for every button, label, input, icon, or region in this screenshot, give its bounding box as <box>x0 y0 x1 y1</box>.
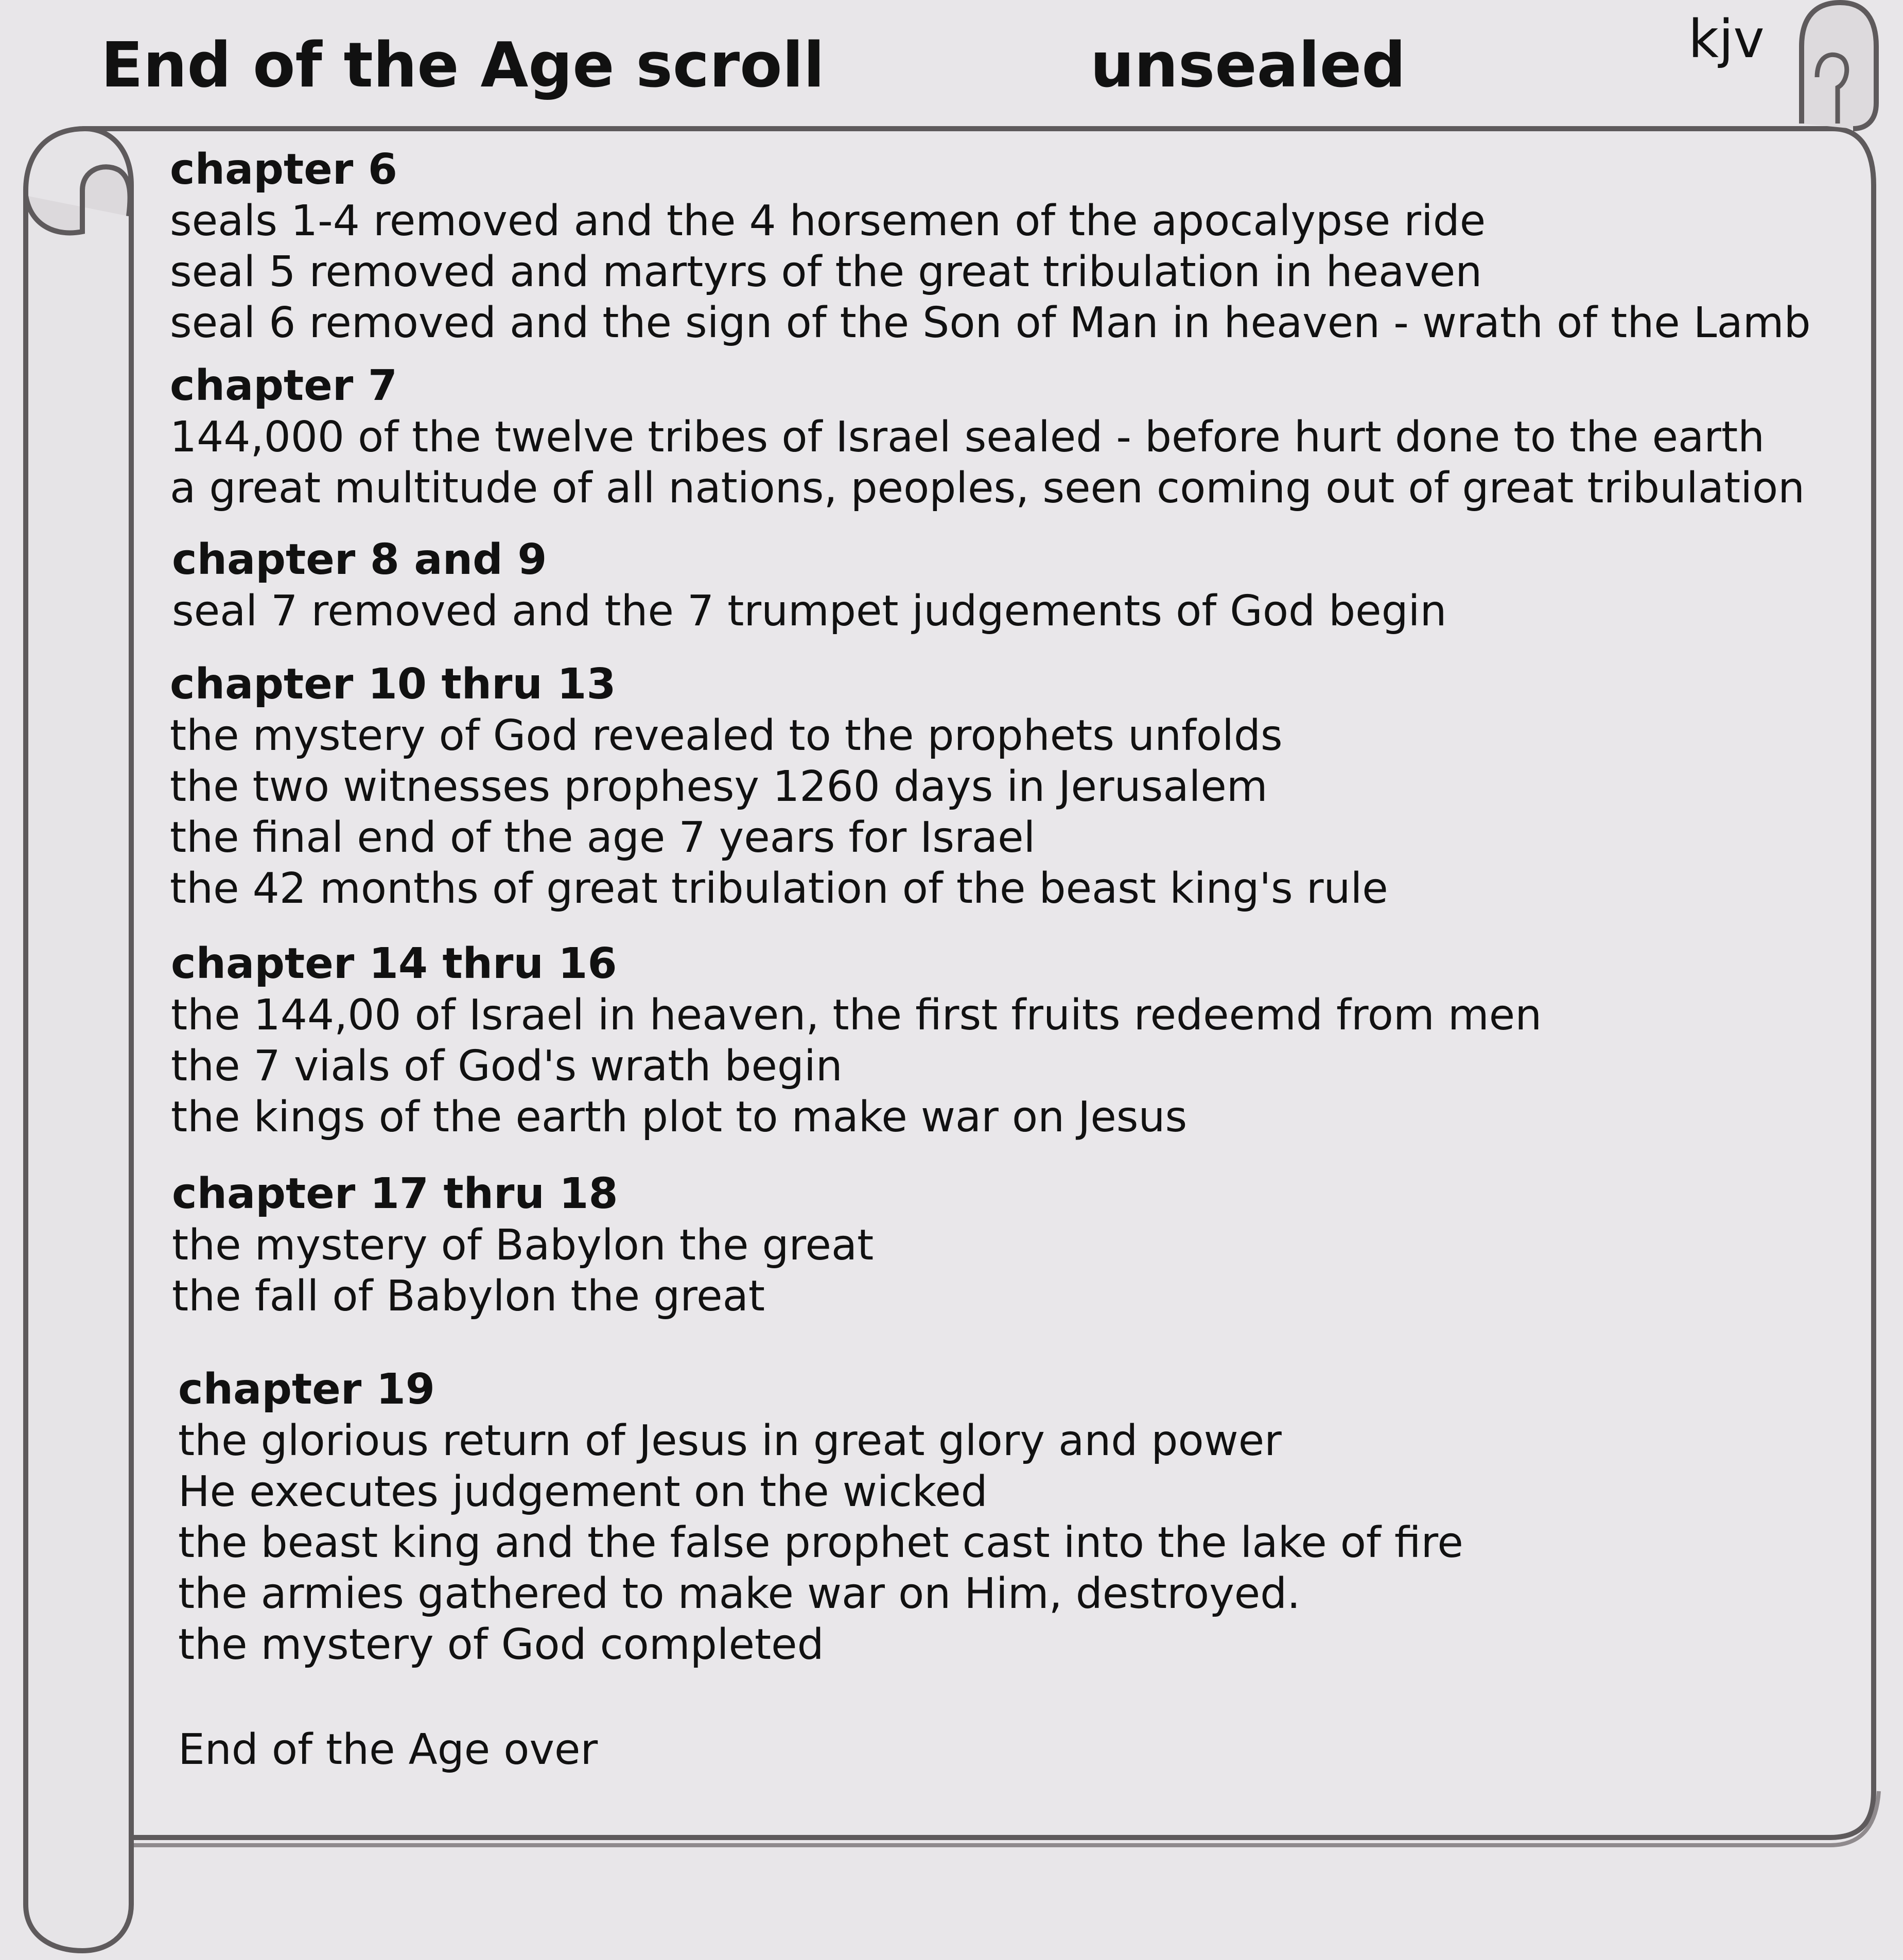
left-roll <box>26 129 131 1951</box>
page-title: End of the Age scroll <box>101 30 825 101</box>
section-heading: chapter 10 thru 13 <box>170 660 616 709</box>
section-line: seal 7 removed and the 7 trumpet judgements of God begin <box>172 587 1447 636</box>
section-line: the beast king and the false prophet cast into the lake of fire <box>178 1518 1463 1567</box>
section-chapter-8-and-9 <box>172 534 1446 637</box>
section-line: He executes judgement on the wicked <box>178 1467 988 1516</box>
section-heading: chapter 8 and 9 <box>172 535 547 584</box>
section-heading: chapter 14 thru 16 <box>171 939 617 988</box>
section-line: 144,000 of the twelve tribes of Israel sealed - before hurt done to the earth <box>170 413 1765 462</box>
section-heading: chapter 6 <box>170 145 397 194</box>
section-line: a great multitude of all nations, peoples, seen coming out of great tribulation <box>170 464 1805 513</box>
section-line: seal 6 removed and the sign of the Son of Man in heaven - wrath of the Lamb <box>170 299 1811 347</box>
section-line: the mystery of God revealed to the prophets unfolds <box>170 711 1283 760</box>
section-line: the final end of the age 7 years for Israel <box>170 813 1036 862</box>
section-chapter-10-thru-13 <box>170 659 1388 914</box>
section-line: the kings of the earth plot to make war on Jesus <box>171 1093 1188 1142</box>
section-chapter-14-thru-16 <box>171 938 1542 1143</box>
section-chapter-17-thru-18 <box>172 1168 874 1322</box>
section-chapter-7 <box>170 360 1805 514</box>
section-line: the fall of Babylon the great <box>172 1272 765 1321</box>
section-line: the 144,00 of Israel in heaven, the first fruits redeemd from men <box>171 991 1542 1040</box>
section-heading: chapter 17 thru 18 <box>172 1169 618 1218</box>
section-line: the two witnesses prophesy 1260 days in Jerusalem <box>170 762 1268 811</box>
section-line: seals 1-4 removed and the 4 horsemen of the apocalypse ride <box>170 197 1486 246</box>
section-line: the 7 vials of God's wrath begin <box>171 1042 843 1091</box>
section-line: the glorious return of Jesus in great glory and power <box>178 1416 1282 1465</box>
version-label: kjv <box>1688 9 1765 70</box>
closing-line: End of the Age over <box>178 1725 598 1774</box>
section-line: the 42 months of great tribulation of the beast king's rule <box>170 864 1388 913</box>
section-chapter-6 <box>170 144 1811 348</box>
section-line: the mystery of God completed <box>178 1620 824 1669</box>
section-heading: chapter 7 <box>170 361 397 410</box>
section-line: the mystery of Babylon the great <box>172 1221 874 1270</box>
status-label: unsealed <box>1090 30 1406 101</box>
section-heading: chapter 19 <box>178 1365 435 1414</box>
section-line: seal 5 removed and martyrs of the great tribulation in heaven <box>170 248 1482 296</box>
section-chapter-19 <box>178 1364 1463 1670</box>
section-line: the armies gathered to make war on Him, destroyed. <box>178 1569 1301 1618</box>
